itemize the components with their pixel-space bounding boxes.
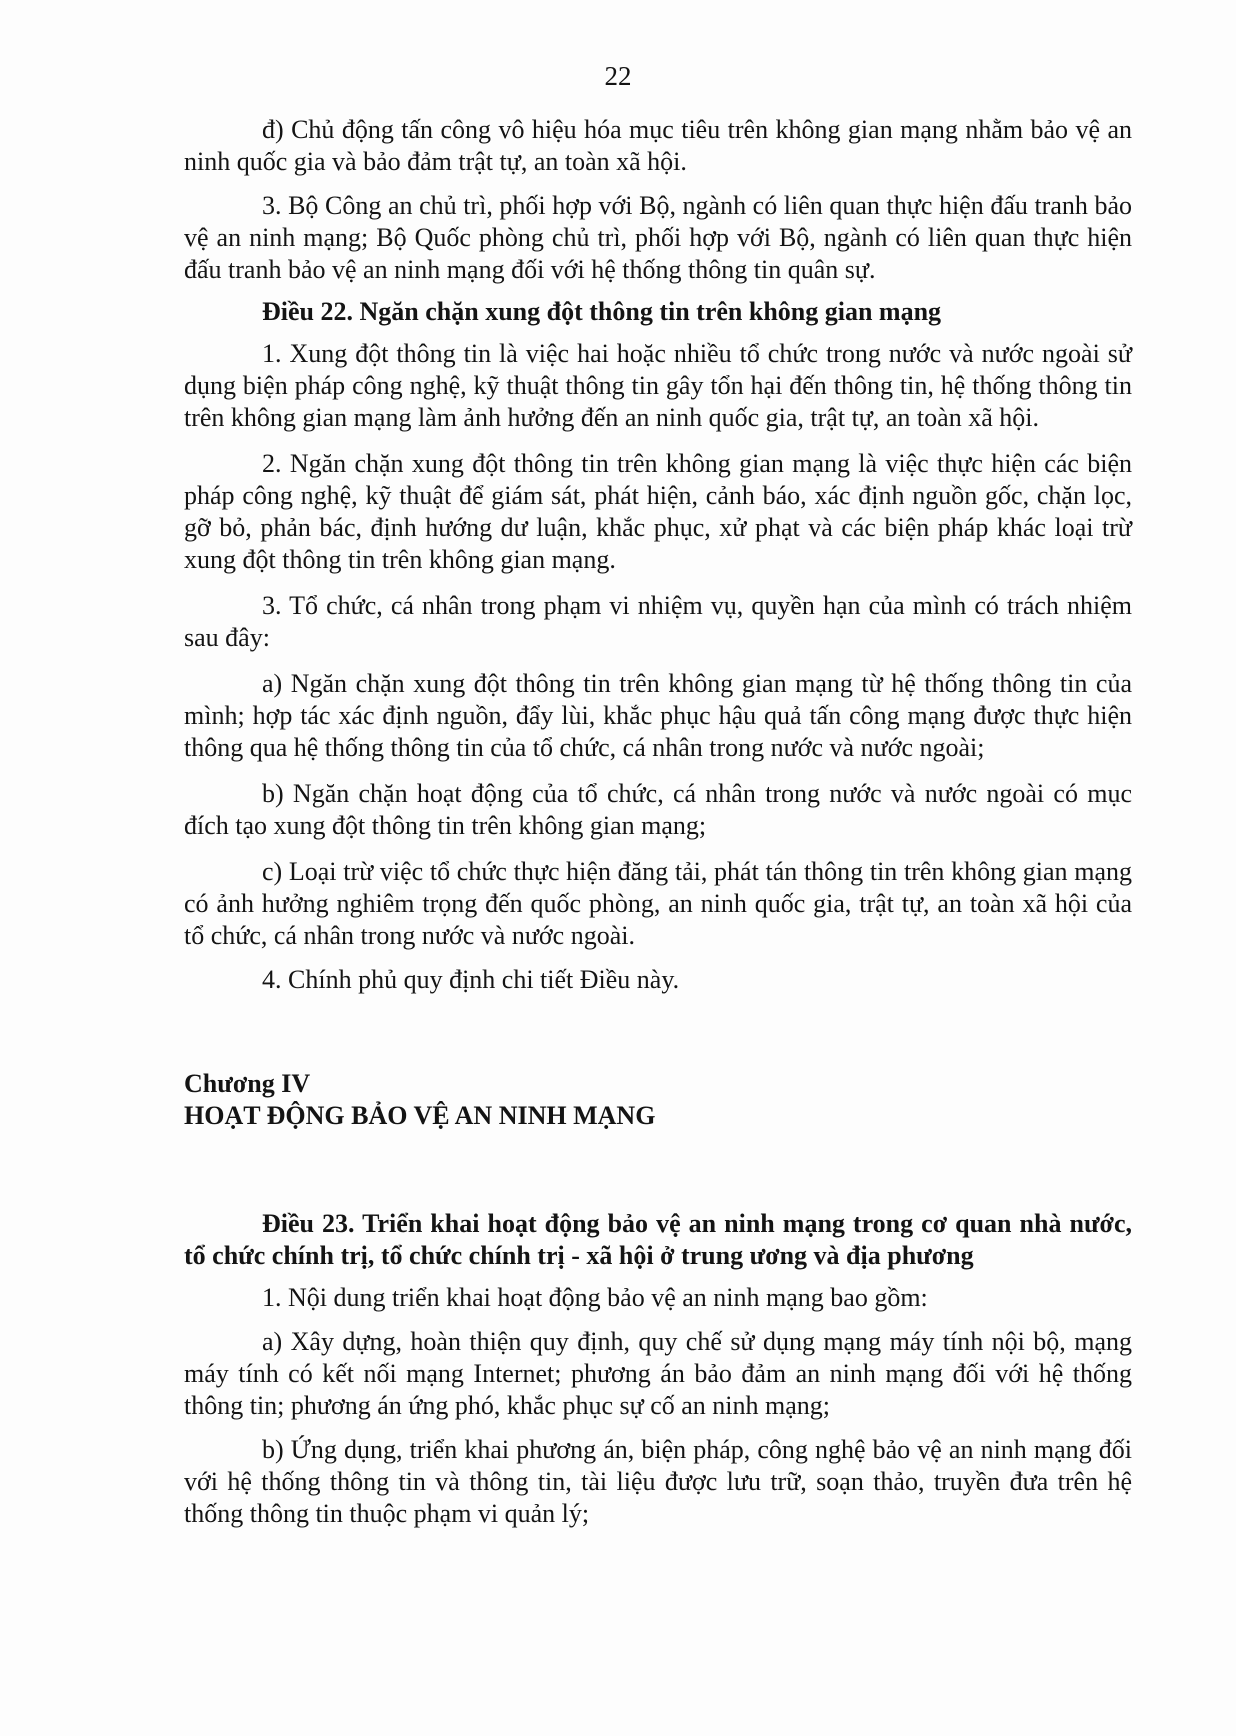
article22-item-c: c) Loại trừ việc tổ chức thực hiện đăng tải, phát tán thông tin trên không gian mạng có ảnh hưởng nghiêm trọng đến quốc phòng, an ninh quốc gia, trật tự, an toàn xã hội của tổ chức, cá nhân trong nước và nước ngoài. [184, 857, 1132, 950]
article22-item-a: a) Ngăn chặn xung đột thông tin trên không gian mạng từ hệ thống thông tin của mình; hợp tác xác định nguồn, đẩy lùi, khắc phục hậu quả tấn công mạng được thực hiện thông qua hệ thống thông tin của tổ chức, cá nhân trong nước và nước ngoài; [184, 669, 1132, 762]
article22-heading: Điều 22. Ngăn chặn xung đột thông tin trên không gian mạng [262, 297, 942, 326]
chapter-title: HOẠT ĐỘNG BẢO VỆ AN NINH MẠNG [184, 1101, 656, 1130]
chapter-label: Chương IV [184, 1069, 311, 1098]
article22-clause-1: 1. Xung đột thông tin là việc hai hoặc nhiều tổ chức trong nước và nước ngoài sử dụng biện pháp công nghệ, kỹ thuật thông tin gây tổn hại đến thông tin, hệ thống thông tin trên không gian mạng làm ảnh hưởng đến an ninh quốc gia, trật tự, an toàn xã hội. [184, 339, 1132, 432]
article21-clause-3: 3. Bộ Công an chủ trì, phối hợp với Bộ, ngành có liên quan thực hiện đấu tranh bảo vệ an ninh mạng; Bộ Quốc phòng chủ trì, phối hợp với Bộ, ngành có liên quan thực hiện đấu tranh bảo vệ an ninh mạng đối với hệ thống thông tin quân sự. [184, 191, 1132, 284]
article23-item-a: a) Xây dựng, hoàn thiện quy định, quy chế sử dụng mạng máy tính nội bộ, mạng máy tính có kết nối mạng Internet; phương án bảo đảm an ninh mạng đối với hệ thống thông tin; phương án ứng phó, khắc phục sự cố an ninh mạng; [184, 1327, 1132, 1420]
page-content [184, 114, 1132, 1530]
article21-item-dd: đ) Chủ động tấn công vô hiệu hóa mục tiêu trên không gian mạng nhằm bảo vệ an ninh quốc gia và bảo đảm trật tự, an toàn xã hội. [184, 115, 1132, 176]
article22-clause-4: 4. Chính phủ quy định chi tiết Điều này. [262, 965, 680, 994]
chapter-heading [184, 1068, 1132, 1132]
article23-heading: Điều 23. Triển khai hoạt động bảo vệ an ninh mạng trong cơ quan nhà nước, tổ chức chính trị, tổ chức chính trị - xã hội ở trung ương và địa phương [184, 1209, 1132, 1270]
article23-clause-1: 1. Nội dung triển khai hoạt động bảo vệ an ninh mạng bao gồm: [262, 1283, 928, 1312]
article23-item-b: b) Ứng dụng, triển khai phương án, biện pháp, công nghệ bảo vệ an ninh mạng đối với hệ thống thông tin và thông tin, tài liệu được lưu trữ, soạn thảo, truyền đưa trên hệ thống thông tin thuộc phạm vi quản lý; [184, 1435, 1132, 1528]
article22-item-b: b) Ngăn chặn hoạt động của tổ chức, cá nhân trong nước và nước ngoài có mục đích tạo xung đột thông tin trên không gian mạng; [184, 779, 1132, 840]
article22-clause-2: 2. Ngăn chặn xung đột thông tin trên không gian mạng là việc thực hiện các biện pháp công nghệ, kỹ thuật để giám sát, phát hiện, cảnh báo, xác định nguồn gốc, chặn lọc, gỡ bỏ, phản bác, định hướng dư luận, khắc phục, xử phạt và các biện pháp khác loại trừ xung đột thông tin trên không gian mạng. [184, 449, 1132, 574]
article22-clause-3: 3. Tổ chức, cá nhân trong phạm vi nhiệm vụ, quyền hạn của mình có trách nhiệm sau đây: [184, 591, 1132, 652]
page-number: 22 [604, 61, 632, 91]
